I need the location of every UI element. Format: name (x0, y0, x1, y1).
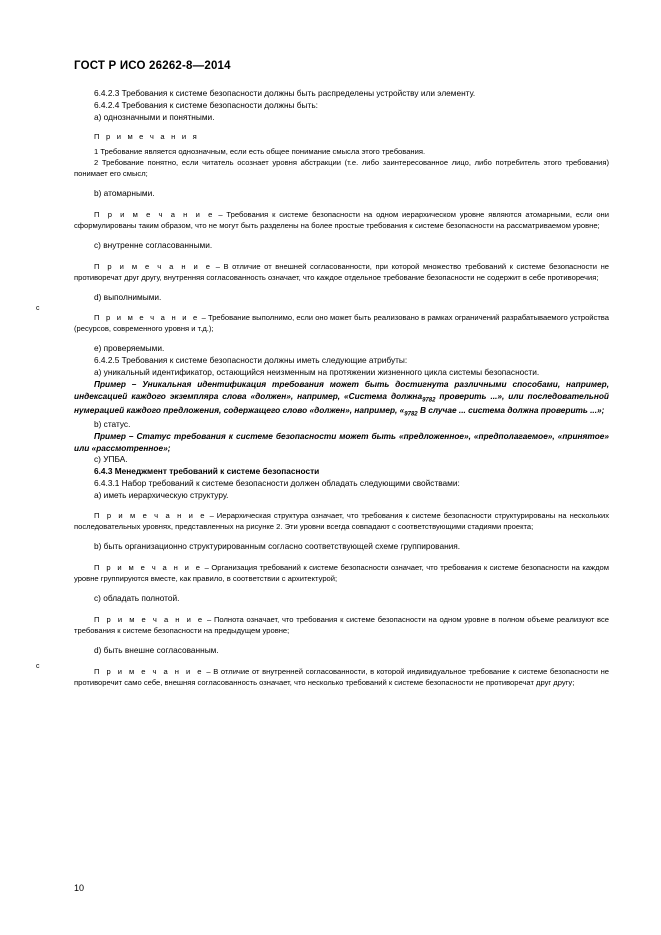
list-item-c-asil: c) УПБА. (94, 454, 128, 465)
paragraph-6431: 6.4.3.1 Набор требований к системе безопасности должен обладать следующими свойствами: (94, 477, 460, 488)
note-label: П р и м е ч а н и е (94, 261, 213, 271)
document-body (74, 88, 609, 688)
notes-label-1: П р и м е ч а н и я (94, 132, 199, 142)
note-label: П р и м е ч а н и е (94, 666, 204, 676)
list-item-b-atomic: b) атомарными. (94, 188, 155, 199)
example-identifier: Пример – Уникальная идентификация требования может быть достигнута различными способами, например, индексацией каждого экземпляра слова «должен», например, «Система должна$_{9782}$ проверить ...», или последовательной нумерацией каждого предложения, содержащего слово «должен», например, «$_{9782}$ В случае ... система должна проверить ...»; (74, 378, 609, 418)
note-text: – В отличие от внешней согласованности, при которой множество требований к системе безопасности не противоречат друг другу, внутренняя согласованность означает, что каждое отдельное требование безопасности не содержит в себе противоречия; (74, 261, 609, 282)
list-item-e-verifiable: e) проверяемыми. (94, 343, 165, 354)
note-1-2: 2 Требование понятно, если читатель осознает уровня абстракции (т.е. либо заинтересованное лицо, либо потребитель этого требования) понимает его смысл; (74, 158, 609, 179)
list-item-a-identifier: а) уникальный идентификатор, остающийся неизменным на протяжении жизненного цикла системы безопасности. (94, 367, 540, 378)
paragraph-6424: 6.4.2.4 Требования к системе безопасности должны быть: (94, 99, 318, 110)
paragraph-6423: 6.4.2.3 Требования к системе безопасности должны быть распределены устройству или элементу. (94, 88, 476, 98)
note-complete (74, 614, 609, 636)
list-item-b-organized: b) быть организационно структурированным согласно соответствующей схеме группирования. (94, 541, 461, 552)
heading-643: 6.4.3 Менеджмент требований к системе безопасности (94, 466, 320, 477)
note-text: – В отличие от внутренней согласованности, в которой индивидуальное требование к системе безопасности не противоречит само себе, внешняя согласованность означает, что несколько требований к системе безопасности не противоречат друг другу; (74, 666, 609, 687)
note-text: – Иерархическая структура означает, что требования к системе безопасности структурированы на нескольких последовательных уровнях, представленных на рисунке 2. Эти уровни всегда совпадают с соответствующими стадиями проекта; (74, 511, 610, 532)
list-item-c-complete: c) обладать полнотой. (94, 593, 180, 604)
note-label: П р и м е ч а н и е (94, 313, 200, 323)
note-1-1: 1 Требование является однозначным, если есть общее понимание смысла этого требования. (94, 147, 426, 157)
list-item-a-hierarchy: а) иметь иерархическую структуру. (94, 489, 229, 500)
note-label: П р и м е ч а н и е (94, 563, 203, 573)
note-text: – Полнота означает, что требования к системе безопасности на одном уровне в полном объеме реализуют все требования к системе безопасности на предыдущем уровне; (74, 614, 609, 635)
note-label: П р и м е ч а н и е (94, 614, 205, 624)
list-item-d-external: d) быть внешне согласованным. (94, 644, 219, 655)
list-item-d-feasible: d) выполнимыми. (94, 291, 162, 302)
note-label: П р и м е ч а н и е (94, 209, 215, 219)
example-status: Пример – Статус требования к системе безопасности может быть «предложенное», «предполагаемое», «принятое» или «рассмотренное»; (74, 430, 609, 453)
list-item-c-internal: c) внутренне согласованными. (94, 239, 213, 250)
note-external (74, 666, 609, 688)
margin-marks (36, 0, 50, 935)
note-hierarchy (74, 510, 609, 532)
page-number: 10 (74, 883, 85, 893)
note-feasible (74, 312, 609, 334)
paragraph-6425: 6.4.2.5 Требования к системе безопасности должны иметь следующие атрибуты: (94, 355, 408, 366)
note-organized (74, 562, 609, 584)
list-item-b-status: b) статус. (94, 418, 131, 429)
page-title: ГОСТ Р ИСО 26262-8—2014 (74, 60, 231, 72)
note-text: – Требование выполнимо, если оно может быть реализовано в рамках ограничений разрабатываемого устройства (ресурсов, современного уровня и т.д.); (74, 313, 609, 334)
note-text: – Требования к системе безопасности на одном иерархическом уровне являются атомарными, если они сформулированы таким образом, что не могут быть разделены на более простые требования к системе безопасности на рассматриваемом уровне; (74, 209, 609, 230)
note-text: – Организация требований к системе безопасности означает, что требования к системе безопасности на каждом уровне группируются вместе, как правило, в соответствии с архитектурой; (74, 563, 609, 584)
note-atomic (74, 209, 609, 231)
margin-mark: с (36, 305, 40, 312)
note-label: П р и м е ч а н и е (94, 511, 207, 521)
margin-mark: с (36, 663, 40, 670)
list-item-a-clear: а) однозначными и понятными. (94, 111, 215, 122)
note-internal (74, 261, 609, 283)
